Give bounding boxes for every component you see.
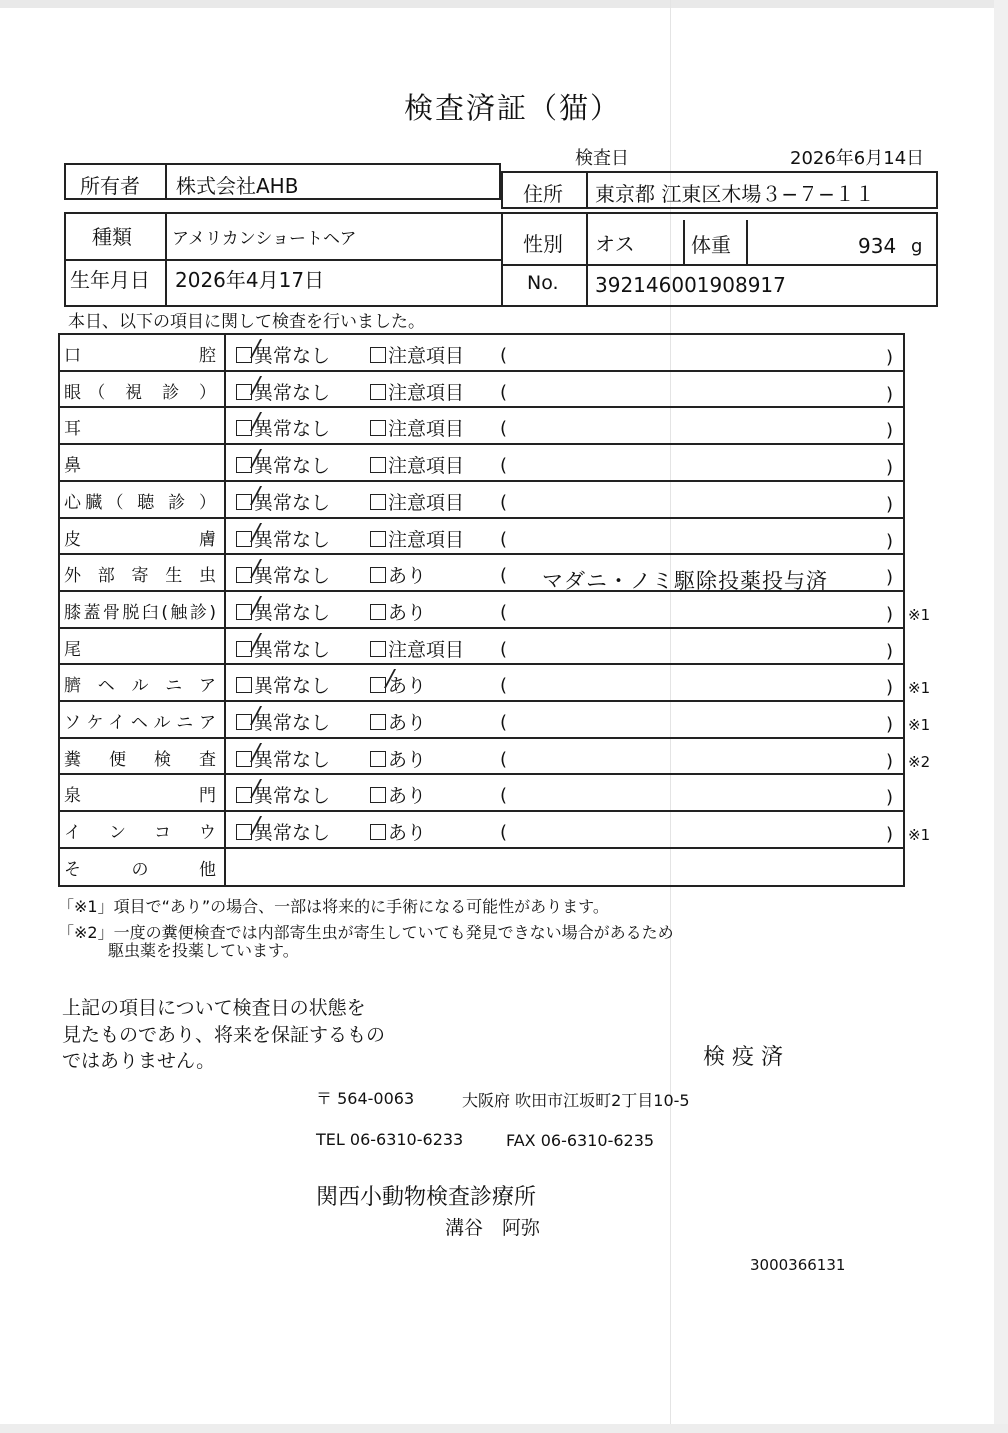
disclaimer-line2: 見たものであり、将来を保証するもの <box>62 1024 386 1046</box>
table-row-divider <box>58 480 905 482</box>
other-option-label: あり <box>388 822 427 844</box>
breed-value: アメリカンショートヘア <box>172 229 357 249</box>
item-name: 口 腔 <box>64 346 216 366</box>
normal-option-label: 異常なし <box>254 639 331 661</box>
other-option-label: 注意項目 <box>388 345 465 367</box>
sex-value: オス <box>595 232 635 256</box>
other-option[interactable] <box>370 781 426 808</box>
close-paren: ) <box>886 677 894 698</box>
table-row-divider <box>58 406 905 408</box>
table-row-divider <box>58 590 905 592</box>
normal-checkbox[interactable] <box>236 677 252 693</box>
close-paren: ) <box>886 494 894 515</box>
open-paren: ( <box>500 565 508 586</box>
other-option[interactable] <box>370 818 426 845</box>
scan-edge-top <box>0 0 1008 8</box>
weight-value: 934 <box>858 234 897 258</box>
normal-checkbox[interactable] <box>236 567 252 583</box>
open-paren: ( <box>500 529 508 550</box>
close-paren: ) <box>886 714 894 735</box>
close-paren: ) <box>886 787 894 808</box>
other-option-label: あり <box>388 675 427 697</box>
item-name: ソケイヘルニア <box>64 713 216 733</box>
open-paren: ( <box>500 749 508 770</box>
other-option-label: あり <box>388 565 427 587</box>
normal-checkbox[interactable] <box>236 347 252 363</box>
open-paren: ( <box>500 712 508 733</box>
pet-info-col-divider-4 <box>683 220 685 264</box>
normal-option[interactable] <box>236 488 330 515</box>
table-row-divider <box>58 627 905 629</box>
scan-edge-right <box>994 0 1008 1433</box>
item-name: 皮 膚 <box>64 530 216 550</box>
weight-label: 体重 <box>691 233 731 257</box>
other-option-label: 注意項目 <box>388 492 465 514</box>
breed-label: 種類 <box>92 225 132 249</box>
other-checkbox[interactable] <box>370 677 386 693</box>
item-name: 眼（ 視 診 ） <box>64 383 216 403</box>
normal-option[interactable] <box>236 525 330 552</box>
item-name: 外 部 寄 生 虫 <box>64 566 216 586</box>
clinic-tel: TEL 06-6310-6233 <box>316 1130 464 1149</box>
normal-checkbox[interactable] <box>236 384 252 400</box>
table-row-divider <box>58 517 905 519</box>
normal-option-label: 異常なし <box>254 822 331 844</box>
other-option-label: 注意項目 <box>388 418 465 440</box>
normal-option[interactable] <box>236 598 330 625</box>
table-row-divider <box>58 663 905 665</box>
close-paren: ) <box>886 457 894 478</box>
normal-option[interactable] <box>236 341 330 368</box>
table-row-divider <box>58 443 905 445</box>
other-option[interactable] <box>370 488 464 515</box>
close-paren: ) <box>886 604 894 625</box>
normal-checkbox[interactable] <box>236 641 252 657</box>
other-checkbox[interactable] <box>370 457 386 473</box>
birth-value: 2026年4月17日 <box>175 268 325 292</box>
clinic-name: 関西小動物検査診療所 <box>316 1185 537 1210</box>
footnote-mark: ※1 <box>908 826 931 844</box>
normal-option[interactable] <box>236 451 330 478</box>
owner-label: 所有者 <box>80 174 140 198</box>
other-option-label: 注意項目 <box>388 455 465 477</box>
footnote-mark: ※2 <box>908 753 931 771</box>
pet-info-col-divider-5 <box>746 220 748 264</box>
normal-option[interactable] <box>236 561 330 588</box>
other-checkbox[interactable] <box>370 384 386 400</box>
normal-option-label: 異常なし <box>254 785 331 807</box>
normal-option-label: 異常なし <box>254 492 331 514</box>
item-name: 膝蓋骨脱臼(触診) <box>64 603 216 623</box>
close-paren: ) <box>886 751 894 772</box>
footnote-1: 「※1」項目で“あり”の場合、一部は将来的に手術になる可能性があります。 <box>58 897 609 916</box>
open-paren: ( <box>500 345 508 366</box>
other-option[interactable] <box>370 451 464 478</box>
other-option-label: あり <box>388 749 427 771</box>
open-paren: ( <box>500 785 508 806</box>
clinic-postal: 〒 564-0063 <box>316 1089 415 1108</box>
address-label: 住所 <box>523 182 563 206</box>
other-option[interactable] <box>370 708 426 735</box>
item-name: 糞 便 検 査 <box>64 750 216 770</box>
other-option[interactable] <box>370 378 464 405</box>
normal-checkbox[interactable] <box>236 531 252 547</box>
table-row-divider <box>58 700 905 702</box>
open-paren: ( <box>500 382 508 403</box>
close-paren: ) <box>886 567 894 588</box>
normal-option-label: 異常なし <box>254 712 331 734</box>
open-paren: ( <box>500 455 508 476</box>
item-name: 尾 <box>64 640 81 660</box>
exam-date-value: 2026年6月14日 <box>790 148 925 169</box>
normal-checkbox[interactable] <box>236 494 252 510</box>
open-paren: ( <box>500 492 508 513</box>
clinic-doctor: 溝谷 阿弥 <box>445 1217 541 1239</box>
table-row-divider <box>58 810 905 812</box>
pet-info-col-divider-1 <box>165 212 167 307</box>
scan-edge-bottom <box>0 1424 1008 1433</box>
normal-checkbox[interactable] <box>236 787 252 803</box>
birth-label: 生年月日 <box>70 268 150 292</box>
other-checkbox[interactable] <box>370 787 386 803</box>
sex-label: 性別 <box>523 232 563 256</box>
normal-option-label: 異常なし <box>254 565 331 587</box>
normal-option[interactable] <box>236 708 330 735</box>
table-row-divider <box>58 553 905 555</box>
other-checkbox[interactable] <box>370 347 386 363</box>
owner-value: 株式会社AHB <box>176 174 299 198</box>
normal-option[interactable] <box>236 378 330 405</box>
id-no-value: 392146001908917 <box>595 273 786 297</box>
normal-checkbox[interactable] <box>236 751 252 767</box>
close-paren: ) <box>886 531 894 552</box>
other-checkbox[interactable] <box>370 714 386 730</box>
document-title: 検査済証（猫） <box>404 91 622 125</box>
other-row-label: そ の 他 <box>64 860 216 880</box>
close-paren: ) <box>886 641 894 662</box>
close-paren: ) <box>886 347 894 368</box>
normal-option-label: 異常なし <box>254 345 331 367</box>
item-name: 泉 門 <box>64 786 216 806</box>
other-checkbox[interactable] <box>370 494 386 510</box>
other-option[interactable] <box>370 745 426 772</box>
document-number: 3000366131 <box>750 1256 846 1274</box>
open-paren: ( <box>500 675 508 696</box>
id-no-label: No. <box>527 272 559 294</box>
item-name: 臍 ヘ ル ニ ア <box>64 676 216 696</box>
other-checkbox[interactable] <box>370 567 386 583</box>
normal-checkbox[interactable] <box>236 420 252 436</box>
table-row-divider <box>58 773 905 775</box>
name-column-divider <box>224 333 226 887</box>
footnote-mark: ※1 <box>908 716 931 734</box>
other-option-label: あり <box>388 712 427 734</box>
quarantine-stamp: 検 疫 済 <box>703 1045 783 1070</box>
footnote-mark: ※1 <box>908 606 931 624</box>
other-option-label: 注意項目 <box>388 529 465 551</box>
other-checkbox[interactable] <box>370 604 386 620</box>
other-option[interactable] <box>370 671 426 698</box>
other-option[interactable] <box>370 525 464 552</box>
pet-info-col-divider-2 <box>501 212 503 307</box>
normal-option-label: 異常なし <box>254 455 331 477</box>
normal-option[interactable] <box>236 414 330 441</box>
item-name: イ ン コ ウ <box>64 823 216 843</box>
normal-option[interactable] <box>236 635 330 662</box>
disclaimer-line3: ではありません。 <box>62 1050 216 1072</box>
normal-option[interactable] <box>236 671 330 698</box>
pet-info-col-divider-3 <box>586 212 588 307</box>
other-option-label: 注意項目 <box>388 639 465 661</box>
table-row-divider <box>58 370 905 372</box>
other-option[interactable] <box>370 561 426 588</box>
other-option[interactable] <box>370 414 464 441</box>
normal-checkbox[interactable] <box>236 824 252 840</box>
other-checkbox[interactable] <box>370 641 386 657</box>
table-row-divider <box>58 737 905 739</box>
normal-option-label: 異常なし <box>254 602 331 624</box>
other-checkbox[interactable] <box>370 420 386 436</box>
open-paren: ( <box>500 822 508 843</box>
clinic-fax: FAX 06-6310-6235 <box>506 1131 655 1150</box>
other-option-label: あり <box>388 785 427 807</box>
other-checkbox[interactable] <box>370 751 386 767</box>
pet-info-row-divider-left <box>64 259 501 261</box>
clinic-address: 大阪府 吹田市江坂町2丁目10-5 <box>462 1091 690 1110</box>
normal-option-label: 異常なし <box>254 749 331 771</box>
other-option-label: 注意項目 <box>388 382 465 404</box>
footnote-2-line2: 駆虫薬を投薬しています。 <box>108 941 299 960</box>
table-row-divider <box>58 847 905 849</box>
exam-date-label: 検査日 <box>575 148 629 169</box>
close-paren: ) <box>886 420 894 441</box>
footnote-2-line1: 「※2」一度の糞便検査では内部寄生虫が寄生していても発見できない場合があるため <box>58 923 674 942</box>
open-paren: ( <box>500 418 508 439</box>
normal-checkbox[interactable] <box>236 604 252 620</box>
intro-text: 本日、以下の項目に関して検査を行いました。 <box>68 312 425 332</box>
item-name: 鼻 <box>64 456 81 476</box>
close-paren: ) <box>886 824 894 845</box>
item-name: 耳 <box>64 419 81 439</box>
normal-option-label: 異常なし <box>254 529 331 551</box>
other-checkbox[interactable] <box>370 824 386 840</box>
normal-option-label: 異常なし <box>254 675 331 697</box>
normal-checkbox[interactable] <box>236 457 252 473</box>
owner-divider <box>165 163 167 200</box>
address-divider <box>586 171 588 209</box>
other-option-label: あり <box>388 602 427 624</box>
close-paren: ) <box>886 384 894 405</box>
other-option[interactable] <box>370 635 464 662</box>
address-value: 東京都 江東区木場３−７−１１ <box>595 182 875 206</box>
weight-unit: g <box>911 236 923 257</box>
other-checkbox[interactable] <box>370 531 386 547</box>
open-paren: ( <box>500 602 508 623</box>
other-option[interactable] <box>370 598 426 625</box>
normal-option[interactable] <box>236 781 330 808</box>
normal-option[interactable] <box>236 818 330 845</box>
normal-option-label: 異常なし <box>254 382 331 404</box>
item-note: マダニ・ノミ駆除投薬投与済 <box>542 569 828 593</box>
open-paren: ( <box>500 639 508 660</box>
normal-option-label: 異常なし <box>254 418 331 440</box>
item-name: 心臓（ 聴 診 ） <box>64 493 216 513</box>
other-option[interactable] <box>370 341 464 368</box>
disclaimer-line1: 上記の項目について検査日の状態を <box>62 997 366 1019</box>
footnote-mark: ※1 <box>908 679 931 697</box>
normal-option[interactable] <box>236 745 330 772</box>
normal-checkbox[interactable] <box>236 714 252 730</box>
pet-info-row-divider-right <box>501 264 938 266</box>
